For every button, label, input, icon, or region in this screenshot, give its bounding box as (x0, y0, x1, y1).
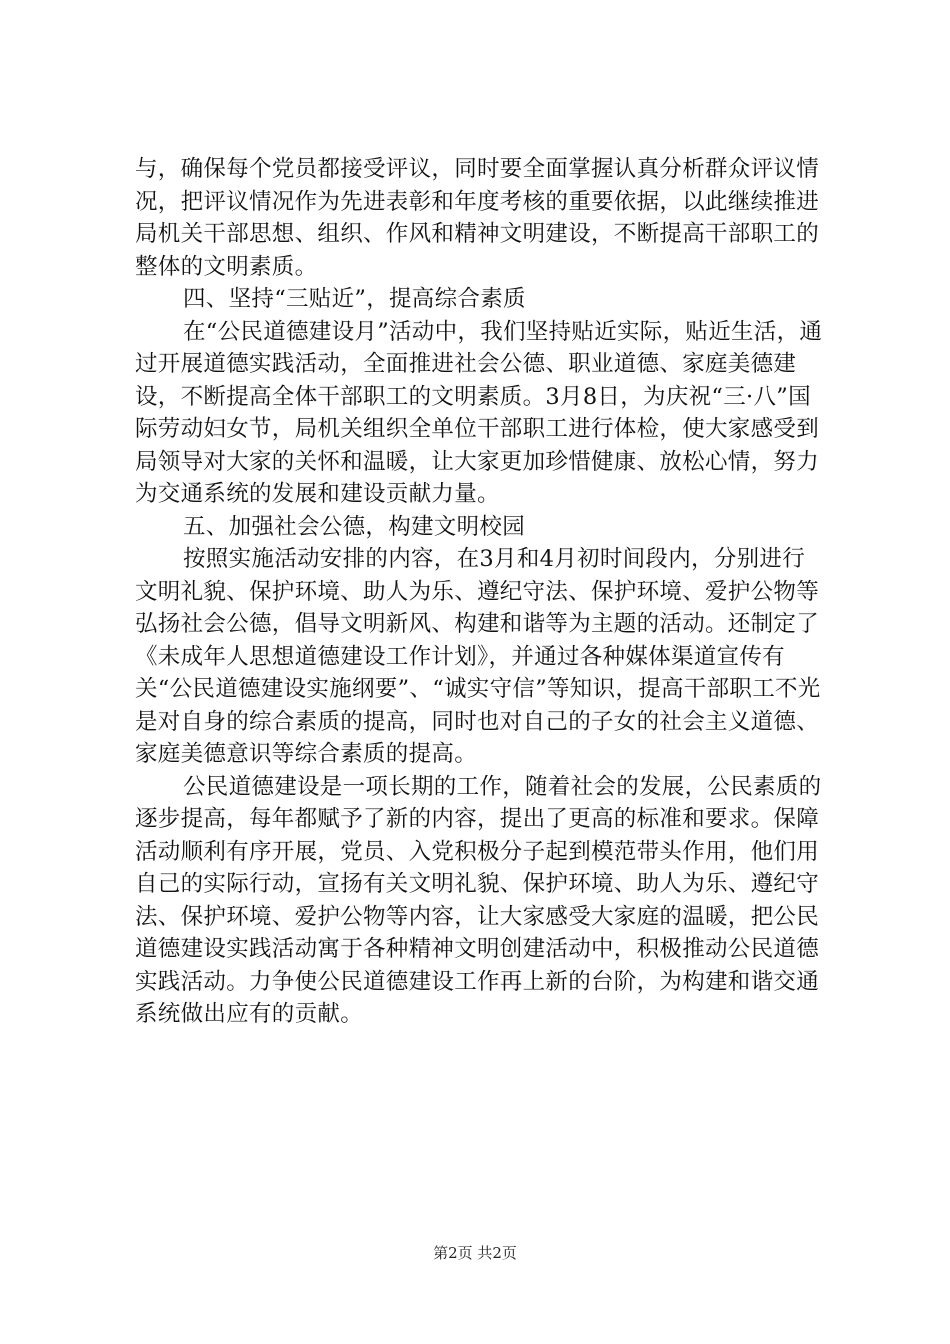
section-heading-five: 五、加强社会公德，构建文明校园 (183, 513, 526, 540)
paragraph-section-four: 在“公民道德建设月”活动中，我们坚持贴近实际，贴近生活，通过开展道德实践活动，全面推进社会公德、职业道德、家庭美德建设，不断提高全体干部职工的文明素质。3月8日，为庆祝“三·八”国际劳动妇女节，局机关组织全单位干部职工进行体检，使大家感受到局领导对大家的关怀和温暖，让大家更加珍惜健康、放松心情，努力为交通系统的发展和建设贡献力量。 (135, 318, 823, 507)
section-heading-four: 四、坚持“三贴近”，提高综合素质 (183, 286, 526, 312)
page-footer (0, 1243, 950, 1263)
paragraph-continuation: 与，确保每个党员都接受评议，同时要全面掌握认真分析群众评议情况，把评议情况作为先进表彰和年度考核的重要依据，以此继续推进局机关干部思想、组织、作风和精神文明建设，不断提高干部职工的整体的文明素质。 (135, 156, 820, 280)
paragraph-section-five: 按照实施活动安排的内容，在3月和4月初时间段内，分别进行文明礼貌、保护环境、助人为乐、遵纪守法、保护环境、爱护公物等弘扬社会公德，倡导文明新风、构建和谐等为主题的活动。还制定了《未成年人思想道德建设工作计划》，并通过各种媒体渠道宣传有关“公民道德建设实施纲要”、“诚实守信”等知识，提高干部职工不光是对自身的综合素质的提高，同时也对自己的子女的社会主义道德、家庭美德意识等综合素质的提高。 (135, 546, 821, 767)
page-number-label: 第2页 共2页 (433, 1244, 517, 1262)
paragraph-conclusion: 公民道德建设是一项长期的工作，随着社会的发展，公民素质的逐步提高，每年都赋予了新的内容，提出了更高的标准和要求。保障活动顺利有序开展，党员、入党积极分子起到模范带头作用，他们用自己的实际行动，宣扬有关文明礼貌、保护环境、助人为乐、遵纪守法、保护环境、爱护公物等内容，让大家感受大家庭的温暖，把公民道德建设实践活动寓于各种精神文明创建活动中，积极推动公民道德实践活动。力争使公民道德建设工作再上新的台阶，为构建和谐交通系统做出应有的贡献。 (135, 773, 822, 1027)
document-body (135, 153, 825, 1031)
